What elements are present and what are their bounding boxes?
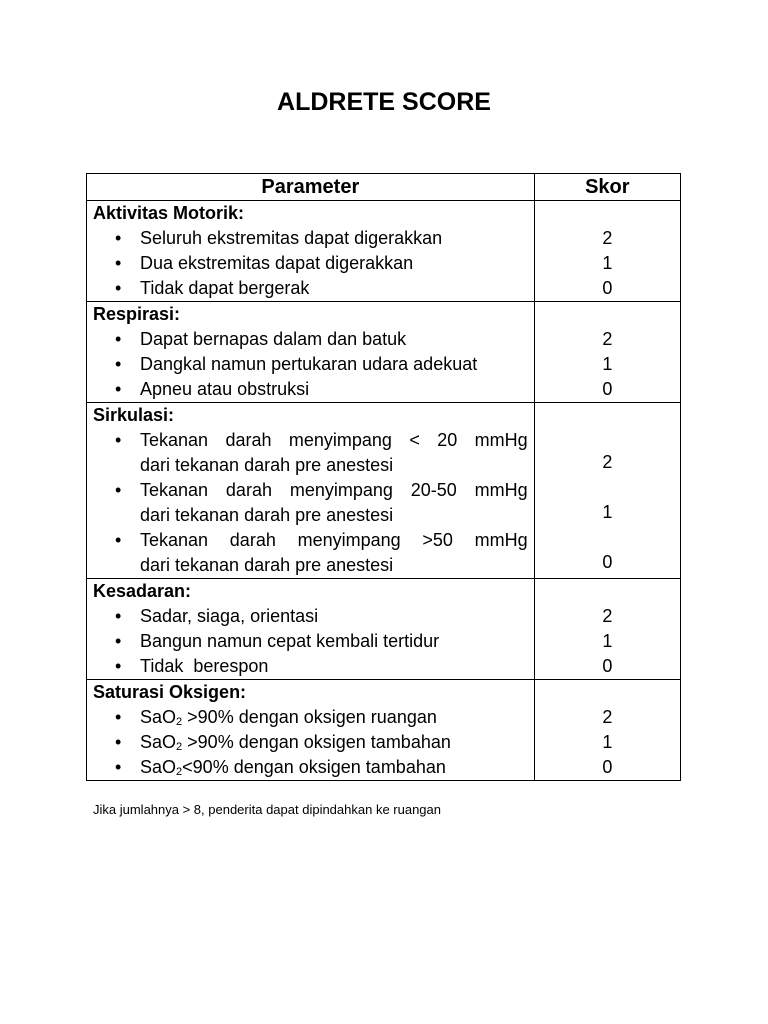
criterion-line-2: dari tekanan darah pre anestesi [140, 505, 394, 525]
criterion-item [87, 730, 534, 755]
category-label: Respirasi: [93, 304, 181, 324]
criterion-item: • Dapat bernapas dalam dan batuk [87, 327, 534, 352]
parameter-cell [87, 403, 535, 579]
table-row [87, 201, 681, 302]
criterion-item: • Apneu atau obstruksi [87, 377, 534, 402]
header-parameter: Parameter [87, 174, 535, 201]
score-value: 2 [602, 452, 613, 472]
score-value: 2 [602, 606, 613, 626]
criterion-item [87, 755, 534, 780]
score-value: 0 [602, 656, 613, 676]
subscript-2: 2 [176, 741, 183, 753]
table-row [87, 302, 681, 403]
score-value: 0 [602, 552, 613, 572]
criteria-list [87, 428, 534, 578]
score-value: 0 [602, 379, 613, 399]
score-cell [534, 403, 680, 579]
score-value: 1 [602, 354, 613, 374]
criteria-list [87, 226, 534, 301]
table-row [87, 579, 681, 680]
criterion-item: • Seluruh ekstremitas dapat digerakkan [87, 226, 534, 251]
score-cell [534, 302, 680, 403]
criterion-item: • Sadar, siaga, orientasi [87, 604, 534, 629]
score-value: 0 [602, 278, 613, 298]
criterion-item: • Tidak dapat bergerak [87, 276, 534, 301]
score-value: 2 [602, 707, 613, 727]
criteria-list [87, 604, 534, 679]
table-header-row [87, 174, 681, 201]
criterion-text: <90% dengan oksigen tambahan [182, 757, 446, 777]
score-cell [534, 201, 680, 302]
aldrete-score-table [86, 173, 681, 781]
category-label: Sirkulasi: [93, 405, 175, 425]
parameter-cell [87, 201, 535, 302]
criterion-item [87, 478, 534, 528]
sao2-prefix: SaO [140, 757, 177, 777]
criterion-line-1: Tekanan darah menyimpang >50 mmHg [140, 530, 528, 550]
criterion-text: >90% dengan oksigen ruangan [182, 707, 437, 727]
criterion-line-1: Tekanan darah menyimpang 20-50 mmHg [140, 480, 528, 500]
criterion-line-2: dari tekanan darah pre anestesi [140, 455, 394, 475]
subscript-2: 2 [176, 766, 183, 778]
sao2-prefix: SaO [140, 707, 177, 727]
score-value: 1 [602, 502, 613, 522]
parameter-cell [87, 579, 535, 680]
criterion-item [87, 428, 534, 478]
score-value: 2 [602, 329, 613, 349]
criterion-item: • Tidak berespon [87, 654, 534, 679]
criterion-line-2: dari tekanan darah pre anestesi [140, 555, 394, 575]
subscript-2: 2 [176, 716, 183, 728]
criterion-item [87, 705, 534, 730]
document-title: ALDRETE SCORE [277, 88, 491, 116]
footnote: Jika jumlahnya > 8, penderita dapat dipindahkan ke ruangan [93, 802, 441, 817]
parameter-cell [87, 680, 535, 781]
header-skor: Skor [534, 174, 680, 201]
score-value: 0 [602, 757, 613, 777]
criterion-text: >90% dengan oksigen tambahan [182, 732, 451, 752]
score-value: 1 [602, 732, 613, 752]
score-value: 1 [602, 253, 613, 273]
score-value: 2 [602, 228, 613, 248]
category-label: Saturasi Oksigen: [93, 682, 247, 702]
score-cell [534, 680, 680, 781]
parameter-cell [87, 302, 535, 403]
criterion-item [87, 528, 534, 578]
score-value: 1 [602, 631, 613, 651]
table-row [87, 403, 681, 579]
criteria-list [87, 705, 534, 780]
criterion-item: • Dangkal namun pertukaran udara adekuat [87, 352, 534, 377]
sao2-prefix: SaO [140, 732, 177, 752]
criterion-line-1: Tekanan darah menyimpang < 20 mmHg [140, 430, 528, 450]
criterion-item: • Dua ekstremitas dapat digerakkan [87, 251, 534, 276]
table-row [87, 680, 681, 781]
criterion-item: • Bangun namun cepat kembali tertidur [87, 629, 534, 654]
score-cell [534, 579, 680, 680]
category-label: Kesadaran: [93, 581, 192, 601]
category-label: Aktivitas Motorik: [93, 203, 245, 223]
criteria-list [87, 327, 534, 402]
